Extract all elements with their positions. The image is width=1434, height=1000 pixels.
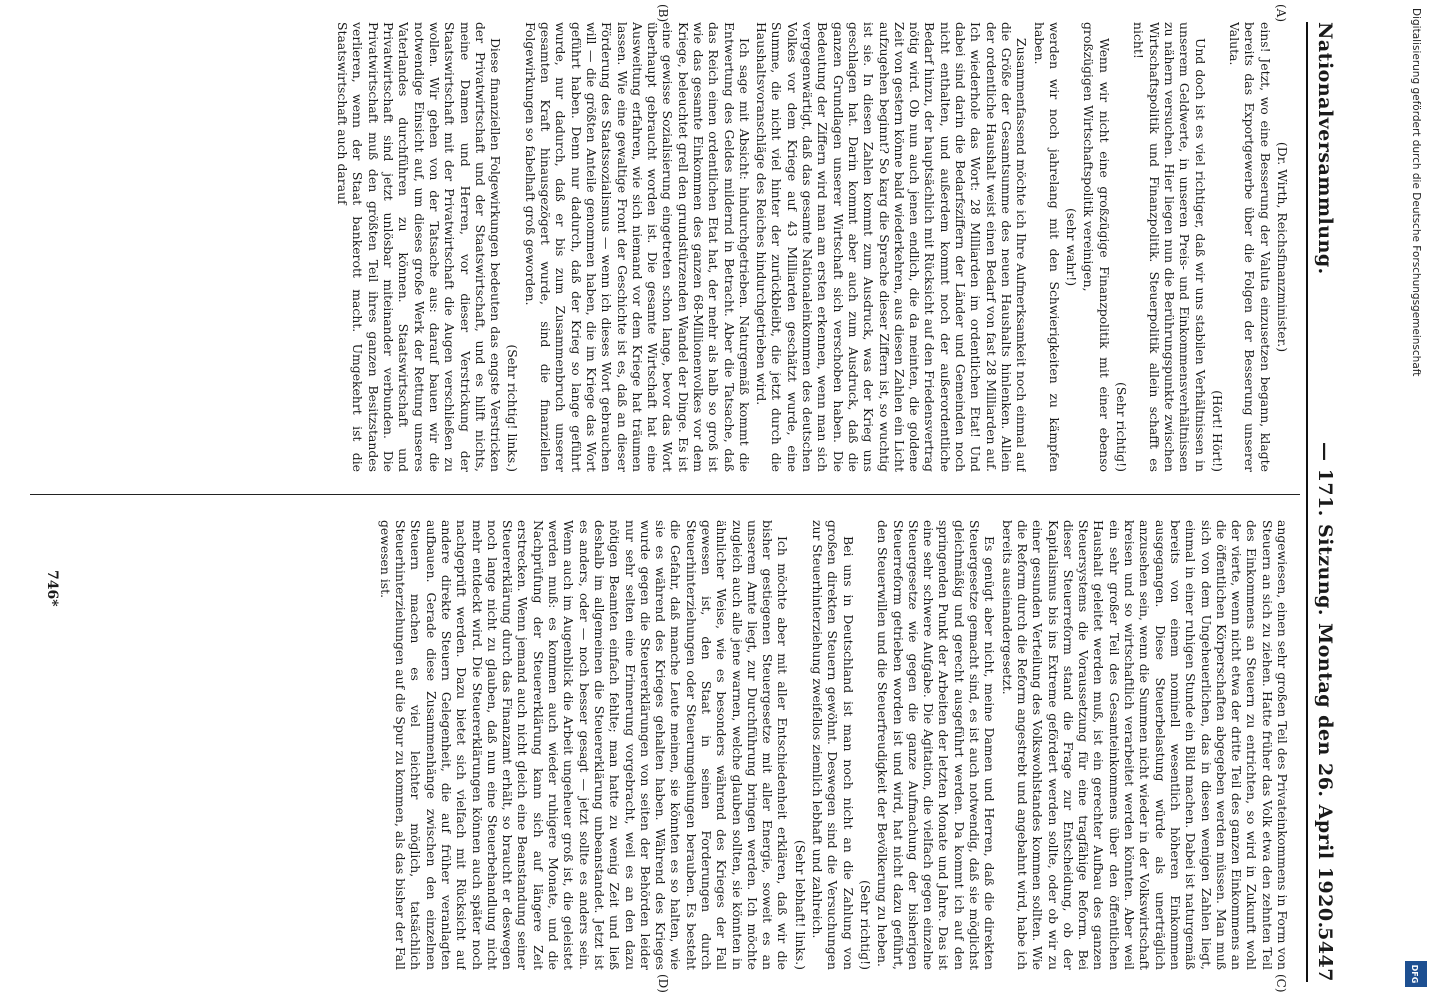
page-header: [1306, 22, 1342, 982]
paragraph: Ich möchte aber mit aller Entschiedenheit erklären, daß wir die bisher gestiegenen Steuergesetze mit aller Energie, soweit es an unserem Amte liegt, zur Durchführung bringen werden. Ich möchte zugleich auch alle jene warnen, welche glauben sollten, sie könnten in ähnlicher Weise, wie es besonders während des Krieges der Fall gewesen ist, den Staat in seinen Forderungen durch Steuerhinterziehungen oder Steuerumgehungen berauben. Es besteht die Gefahr, daß manche Leute meinen, sie könnten es so halten, wie sie es während des Krieges gehalten haben. Während des Krieges wurde gegen die Steuererklärungen von seiten der Behörden leider nur sehr selten eine Erinnerung vorgebracht, weil es an den dazu nötigen Beamten einfach fehlte; man hatte zu wenig Zeit und ließ deshalb im allgemeinen die Steuererklärung unbeanstandet. Jetzt ist es anders, oder — noch besser gesagt — jetzt sollte es anders sein. Wenn auch im Augenblick die Arbeit ungeheuer groß ist, die geleistet werden muß: es kommen auch wieder ruhigere Monate, und die Nachprüfung der Steuererklärung kann sich auf längere Zeit erstrecken. Wenn jemand auch nicht gleich eine Beanstandung seiner Steuererklärung durch das Finanzamt erhält, so braucht er deswegen noch lange nicht zu glauben, daß nun eine Steuerbehandlung nicht mehr entdeckt wird. Die Steuererklärungen können auch später noch nachgeprüft werden. Dazu bietet sich vielfach mit Rücksicht auf andere direkte Steuern Gelegenheit, die auf früher veranlagten aufbauen. Gerade diese Zusammenhänge zwischen den einzelnen Steuern machen es viel leichter möglich, tatsächlich Steuerhinterziehungen auf die Spur zu kommen, als das bisher der Fall gewesen ist.: [377, 520, 791, 970]
column-divider: [30, 494, 1300, 495]
digitization-note: [1398, 0, 1434, 1000]
paragraph: angewiesen, einen sehr großen Teil des Privateinkommens in Form von Steuern an sich zu ziehen. Hatte früher das Volk etwa den zehnten Teil des Einkommens an Steuern zu entrichten, so wird in Zukunft wohl der vierte, wenn nicht etwa der dritte Teil des ganzen Einkommens an die öffentlichen Körperschaften abgegeben werden müssen. Man muß sich von dem Ungeheuerlichen, das in diesen wenigen Zahlen liegt, einmal in einer ruhigen Stunde ein Bild machen. Dabei ist naturgemäß bereits von einem nominell wesentlich höheren Einkommen ausgegangen. Diese Steuerbelastung würde als unerträglich anzusehen sein, wenn die Summen nicht wieder in der Volkswirtschaft kreisen und so wirtschaftlich verarbeitet werden könnten. Aber weil ein sehr großer Teil des Gesamteinkommens über den öffentlichen Haushalt geleitet werden muß, ist ein gerechter Aufbau des ganzen Steuersystems die Voraussetzung für eine tragfähige Reform. Bei dieser Steuerreform stand die Frage zur Entscheidung, ob der Kapitalismus bis ins Extreme gefördert werden sollte, oder ob wir zu einer gesunden Verteilung des Volkswohlstandes kommen sollten. Wie die Reform durch die Reform angestrebt und angebahnt wird, habe ich bereits auseinandergesetzt.: [999, 520, 1290, 970]
paragraph: werden wir noch jahrelang mit den Schwierigkeiten zu kämpfen haben.: [1031, 22, 1062, 472]
header-session: [1314, 442, 1336, 929]
header-title: Nationalversammlung.: [1314, 22, 1336, 275]
header-page-number: 5447: [1314, 927, 1336, 982]
interjection: (sehr wahr!): [1064, 207, 1080, 287]
marker-d: (D): [656, 974, 670, 993]
interjection: (Sehr richtig! links.): [505, 344, 521, 472]
interjection: (Hört! Hört!): [1209, 390, 1225, 472]
paragraph: Es genügt aber nicht, meine Damen und Herren, daß die direkten Steuergesetze gemacht sind, es ist auch notwendig, daß sie möglichst gleichmäßig und gerecht ausgeführt werden. Da kommt ich auf den springenden Punkt der Arbeiten der letzten Monate und Jahre. Das ist eine sehr schwere Aufgabe. Die Agitation, die vielfach gegen einzelne Steuergesetze wie gegen die ganze Aufmachung der bisherigen Steuerreform getrieben worden ist und wird, hat nicht dazu geführt, den Steuerwillen und die Steuerfreudigkeit der Bevölkerung zu heben.: [875, 520, 998, 970]
paragraph: eins! Jetzt, wo eine Besserung der Valuta einzusetzen begann, klagte bereits das Exportgewerbe über die Folgen der Besserung unserer Valuta.: [1227, 22, 1273, 472]
paragraph: Zusammenfassend möchte ich Ihre Aufmerksamkeit noch einmal auf die Größe der Gesamtsumme des neuen Haushalts hinlenken. Allein der ordentliche Haushalt weist einen Bedarf von fast 28 Milliarden auf. Ich wiederhole das Wort: 28 Milliarden im ordentlichen Etat! Und dabei sind darin die Bedarfsziffern der Länder und Gemeinden noch nicht enthalten, und außerdem kommt noch der außerordentliche Bedarf hinzu, der hauptsächlich mit Rücksicht auf den Friedensvertrag nötig wird. Ob nun auch jenen endlich, die da meinten, die goldene Zeit von gestern könne bald wiederkehren, aus diesen Zahlen ein Licht aufzugehen beginnt? So karg die Sprache dieser Ziffern ist, so wuchtig ist sie. In diesen Zahlen kommt zum Ausdruck, was der Krieg uns geschlagen hat. Darin kommt aber auch zum Ausdruck, daß die ganzen Grundlagen unserer Wirtschaft sich verschoben haben. Die Bedeutung der Ziffern wird man am ersten erkennen, wenn man sich vergegenwärtigt, daß das gesamte Nationaleinkommen des deutschen Volkes vor dem Kriege auf 43 Milliarden geschätzt wurde, eine Summe, die nicht viel hinter der zurückbleibt, die jetzt durch die Haushaltsvoranschläge des Reiches hindurchgetrieben wird.: [754, 22, 1030, 472]
dfg-logo-icon: [1404, 960, 1428, 988]
marker-a: (A): [1274, 4, 1288, 23]
right-column: [40, 520, 1290, 970]
header-session-text: — 171. Sitzung.: [1314, 442, 1336, 617]
svg-text:DFG: DFG: [1410, 964, 1419, 984]
paragraph: Diese finanziellen Folgewirkungen bedeuten das engste Verstricken der Privatwirtschaft und der Staatswirtschaft, und es hilft nichts, meine Damen und Herren, vor dieser Verstrickung der Staatswirtschaft mit der Privatwirtschaft die Augen verschließen zu wollen. Wir gehen von der Tatsache aus: darauf bauen wir die notwendige Einsicht auf, um dieses große Werk der Rettung unseres Vaterlandes durchführen zu können. Staatswirtschaft und Privatwirtschaft sind jetzt unlösbar miteinander verbunden. Die Privatwirtschaft muß den größten Teil ihres ganzen Besitzstandes verlieren, wenn der Staat bankerott macht. Umgekehrt ist die Staatswirtschaft auch darauf: [335, 22, 504, 472]
paragraph: Wenn wir nicht eine großzügige Finanzpolitik mit einer ebenso großzügigen Wirtschaftspolitik vereinigen,: [1081, 22, 1112, 472]
header-date: Montag den 26. April 1920.: [1314, 623, 1336, 929]
marker-b: (B): [656, 4, 670, 23]
interjection: (Sehr richtig!): [857, 880, 873, 970]
interjection: (Sehr richtig!): [1114, 382, 1130, 472]
interjection: (Sehr lebhaft! links.): [792, 839, 808, 970]
marker-c: (C): [1274, 974, 1288, 993]
footer-page-mark: 746*: [44, 570, 60, 607]
left-column: [40, 22, 1290, 472]
paragraph: Und doch ist es viel richtiger, daß wir uns stabilen Verhältnissen in unserem Geldwerte, in unseren Preis- und Einkommensverhältnissen zu nähern versuchen. Hier liegen nun die Berührungspunkte zwischen Wirtschaftspolitik und Finanzpolitik. Steuerpolitik allein schafft es nicht!: [1131, 22, 1208, 472]
digitization-text: Digitalisierung gefördert durch die Deutsche Forschungsgemeinschaft: [1410, 8, 1422, 377]
speaker-line: (Dr. Wirth, Reichsfinanzminister.): [1275, 141, 1290, 353]
paragraph: Bei uns in Deutschland ist man noch nicht an die Zahlung von großen direkten Steuern gewöhnt. Deswegen sind die Versuchungen zur Steuerhinterziehung zweifellos ziemlich lebhaft und zahlreich.: [810, 520, 856, 970]
paragraph: Ich sage mit Absicht: hindurchgetrieben. Naturgemäß kommt die Entwertung des Geldes mildernd in Betracht. Aber die Tatsache, daß das Reich einen ordentlichen Etat hat, der mehr als halb so groß ist wie das gesamte Einkommen des ganzen 68-Millionenvolkes vor dem Kriege, beleuchtet grell den grundstürzenden Wandel der Dinge. Es ist eine gewisse Sozialisierung eingetreten schon lange, bevor das Wort überhaupt gebraucht worden ist. Die gesamte Wirtschaft hat eine Ausweitung erfahren, wie sich niemand vor dem Kriege hat träumen lassen. Wie eine gewaltige Front der Geschichte ist es, daß an dieser Förderung des Staatssozialismus — wenn ich dieses Wort gebrauchen will — die größten Anteile genommen haben, die im Kriege das Wort geführt haben. Denn nur dadurch, daß der Krieg so lange geführt wurde, nur dadurch, daß er bis zum Zusammenbruch unserer gesamten Kraft hinausgezögert wurde, sind die finanziellen Folgewirkungen so fabelhaft groß geworden.: [522, 22, 752, 472]
